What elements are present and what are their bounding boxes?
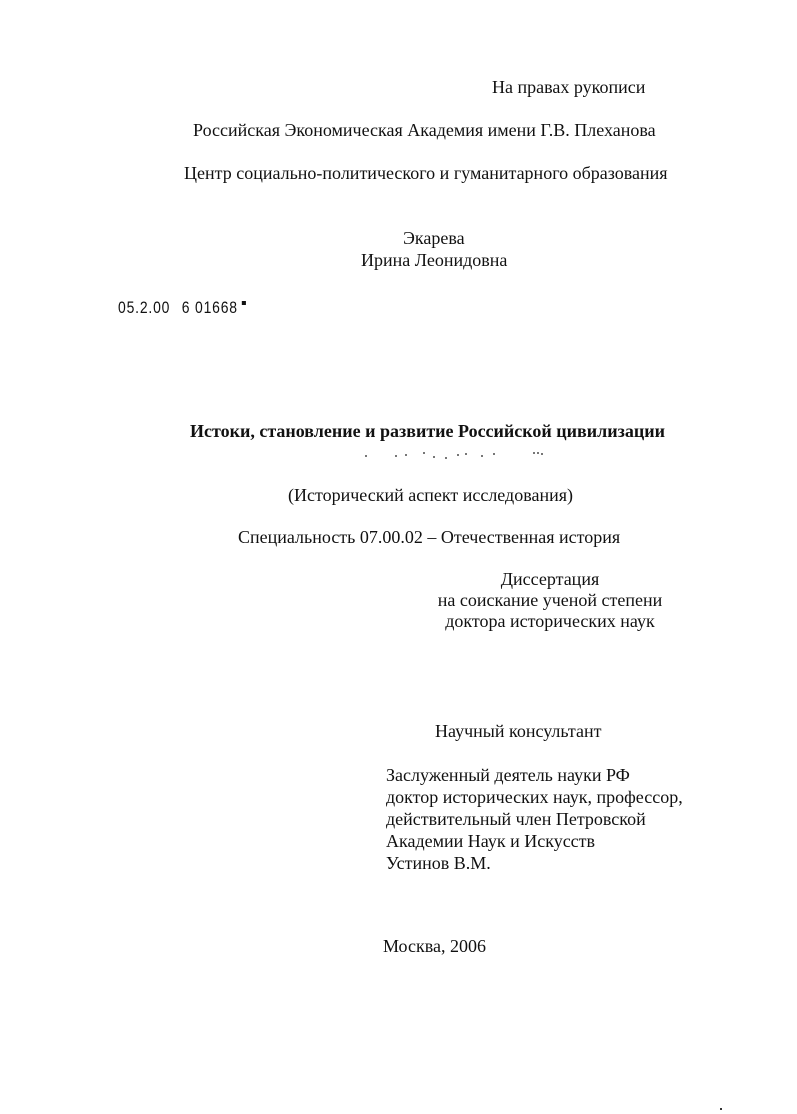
consultant-line-4: Академии Наук и Искусств	[386, 831, 596, 851]
degree-block	[420, 569, 680, 632]
institution-name: Российская Экономическая Академия имени Г.В. Плеханова	[193, 120, 656, 140]
consultant-label: Научный консультант	[435, 721, 602, 741]
degree-line-2: на соискание ученой степени	[437, 590, 663, 610]
scan-artifact-dots	[365, 451, 555, 459]
stamp-mark	[242, 301, 246, 305]
degree-line-1: Диссертация	[500, 569, 600, 589]
consultant-name: Устинов В.М.	[386, 853, 491, 873]
place-year: Москва, 2006	[383, 936, 486, 956]
registration-stamp	[118, 298, 246, 318]
stamp-part-2: 6 01668	[181, 298, 238, 317]
rights-note: На правах рукописи	[492, 77, 646, 97]
consultant-details	[386, 764, 683, 874]
dissertation-subtitle: (Исторический аспект исследования)	[288, 485, 574, 505]
author-surname: Экарева	[403, 228, 465, 248]
consultant-line-1: Заслуженный деятель науки РФ	[386, 765, 630, 785]
scan-speck	[720, 1108, 722, 1110]
consultant-line-3: действительный член Петровской	[386, 809, 646, 829]
dissertation-title: Истоки, становление и развитие Российской цивилизации	[190, 421, 665, 441]
stamp-part-1: 05.2.00	[118, 298, 171, 317]
author-given-names: Ирина Леонидовна	[361, 250, 508, 270]
center-name: Центр социально-политического и гуманитарного образования	[184, 163, 668, 183]
consultant-line-2: доктор исторических наук, профессор,	[386, 787, 683, 807]
specialty: Специальность 07.00.02 – Отечественная история	[238, 527, 621, 547]
degree-line-3: доктора исторических наук	[445, 611, 655, 631]
